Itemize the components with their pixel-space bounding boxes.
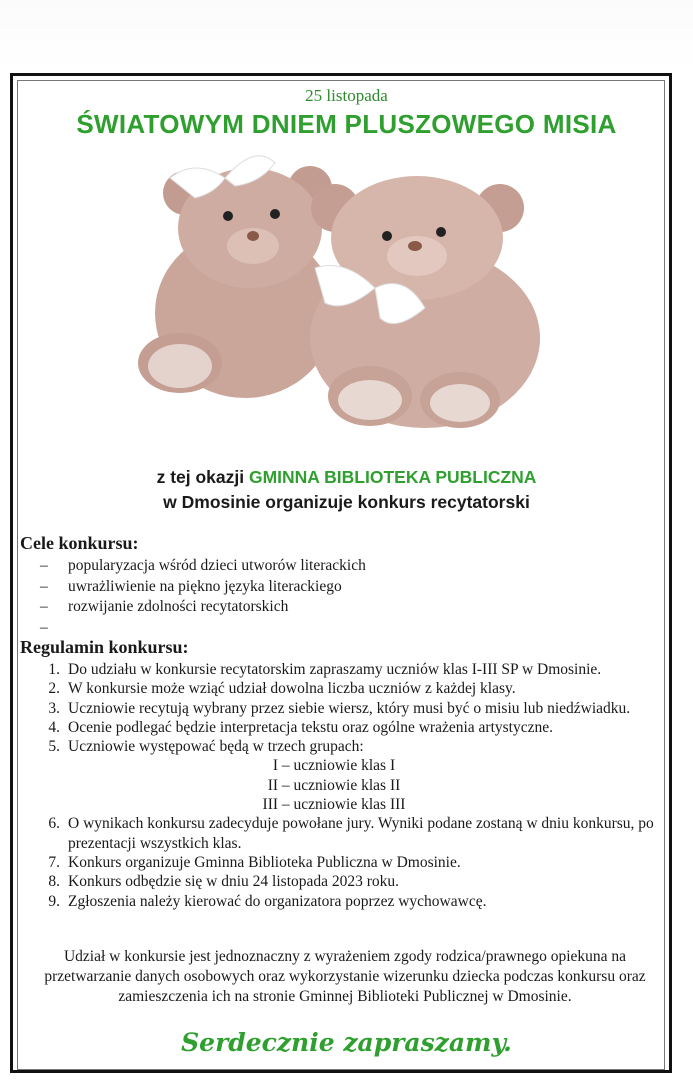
rules-list xyxy=(40,660,660,911)
rule-item xyxy=(40,853,660,872)
scan-margin xyxy=(0,0,693,70)
rule-text: Konkurs odbędzie się w dniu 24 listopada 2023 roku. xyxy=(68,873,400,891)
consent-text: Udział w konkursie jest jednoznaczny z wyrażeniem zgody rodzica/prawnego opiekuna na przetwarzanie danych osobowych oraz wykorzystanie wizerunku dziecka podczas konkursu oraz zamieszczenia ich na stronie Gminnej Biblioteki Publicznej w Dmosinie. xyxy=(44,948,646,1005)
rule-number: 5. xyxy=(48,738,60,756)
event-date: 25 listopada xyxy=(305,86,388,105)
left-bear-icon xyxy=(138,156,335,398)
rule-text: O wynikach konkursu zadecyduje powołane jury. Wyniki podane zostaną w dniu konkursu, po prezentacji wszystkich klas. xyxy=(68,815,654,852)
goals-list xyxy=(40,556,366,638)
page-title: ŚWIATOWYM DNIEM PLUSZOWEGO MISIA xyxy=(76,109,617,139)
library-name: GMINNA BIBLIOTEKA PUBLICZNA xyxy=(248,467,537,487)
group-item: III – uczniowie klas III xyxy=(262,796,406,814)
rule-item xyxy=(40,892,660,911)
rule-item xyxy=(40,699,660,718)
rule-number: 2. xyxy=(48,680,60,698)
rule-number: 7. xyxy=(48,853,60,871)
rule-text: W konkursie może wziąć udział dowolna liczba uczniów z każdej klasy. xyxy=(68,680,516,698)
goal-item: – rozwijanie zdolności recytatorskich xyxy=(40,597,366,618)
rule-number: 8. xyxy=(48,873,60,891)
rule-text: Zgłoszenia należy kierować do organizatora poprzez wychowawcę. xyxy=(68,892,487,910)
rule-number: 6. xyxy=(48,815,60,833)
rule-text: Konkurs organizuje Gminna Biblioteka Publiczna w Dmosinie. xyxy=(68,853,461,871)
rule-item xyxy=(40,737,660,814)
rule-number: 9. xyxy=(48,892,60,910)
invitation-text: Serdecznie zapraszamy. xyxy=(181,1028,512,1057)
rule-number: 4. xyxy=(48,718,60,736)
goals-heading: Cele konkursu: xyxy=(20,533,139,553)
rule-item xyxy=(40,872,660,891)
occasion-text xyxy=(0,465,693,515)
rule-item xyxy=(40,718,660,737)
rule-item xyxy=(40,814,660,853)
group-list xyxy=(68,756,660,814)
rule-text: Uczniowie recytują wybrany przez siebie wiersz, który musi być o misiu lub niedźwiadku. xyxy=(68,699,631,717)
teddy-bears-illustration xyxy=(125,138,555,438)
group-item: I – uczniowie klas I xyxy=(272,757,396,775)
rule-text: Uczniowie występować będą w trzech grupach: xyxy=(68,738,364,756)
occasion-prefix: z tej okazji xyxy=(156,467,245,487)
rule-item xyxy=(40,679,660,698)
group-item: II – uczniowie klas II xyxy=(267,776,401,794)
rule-number: 1. xyxy=(48,661,60,678)
goal-item xyxy=(40,618,366,639)
rules-heading: Regulamin konkursu: xyxy=(20,637,189,657)
right-bear-icon xyxy=(310,176,540,428)
goal-item: – popularyzacja wśród dzieci utworów literackich xyxy=(40,556,366,577)
occasion-line2: w Dmosinie organizuje konkurs recytatorski xyxy=(163,492,530,512)
goal-item: – uwrażliwienie na piękno języka literackiego xyxy=(40,577,366,598)
rule-text: Do udziału w konkursie recytatorskim zapraszamy uczniów klas I-III SP w Dmosinie. xyxy=(68,661,602,678)
rule-text: Ocenie podlegać będzie interpretacja tekstu oraz ogólne wrażenia artystyczne. xyxy=(68,718,553,736)
rule-item xyxy=(40,660,660,679)
rule-number: 3. xyxy=(48,699,60,717)
